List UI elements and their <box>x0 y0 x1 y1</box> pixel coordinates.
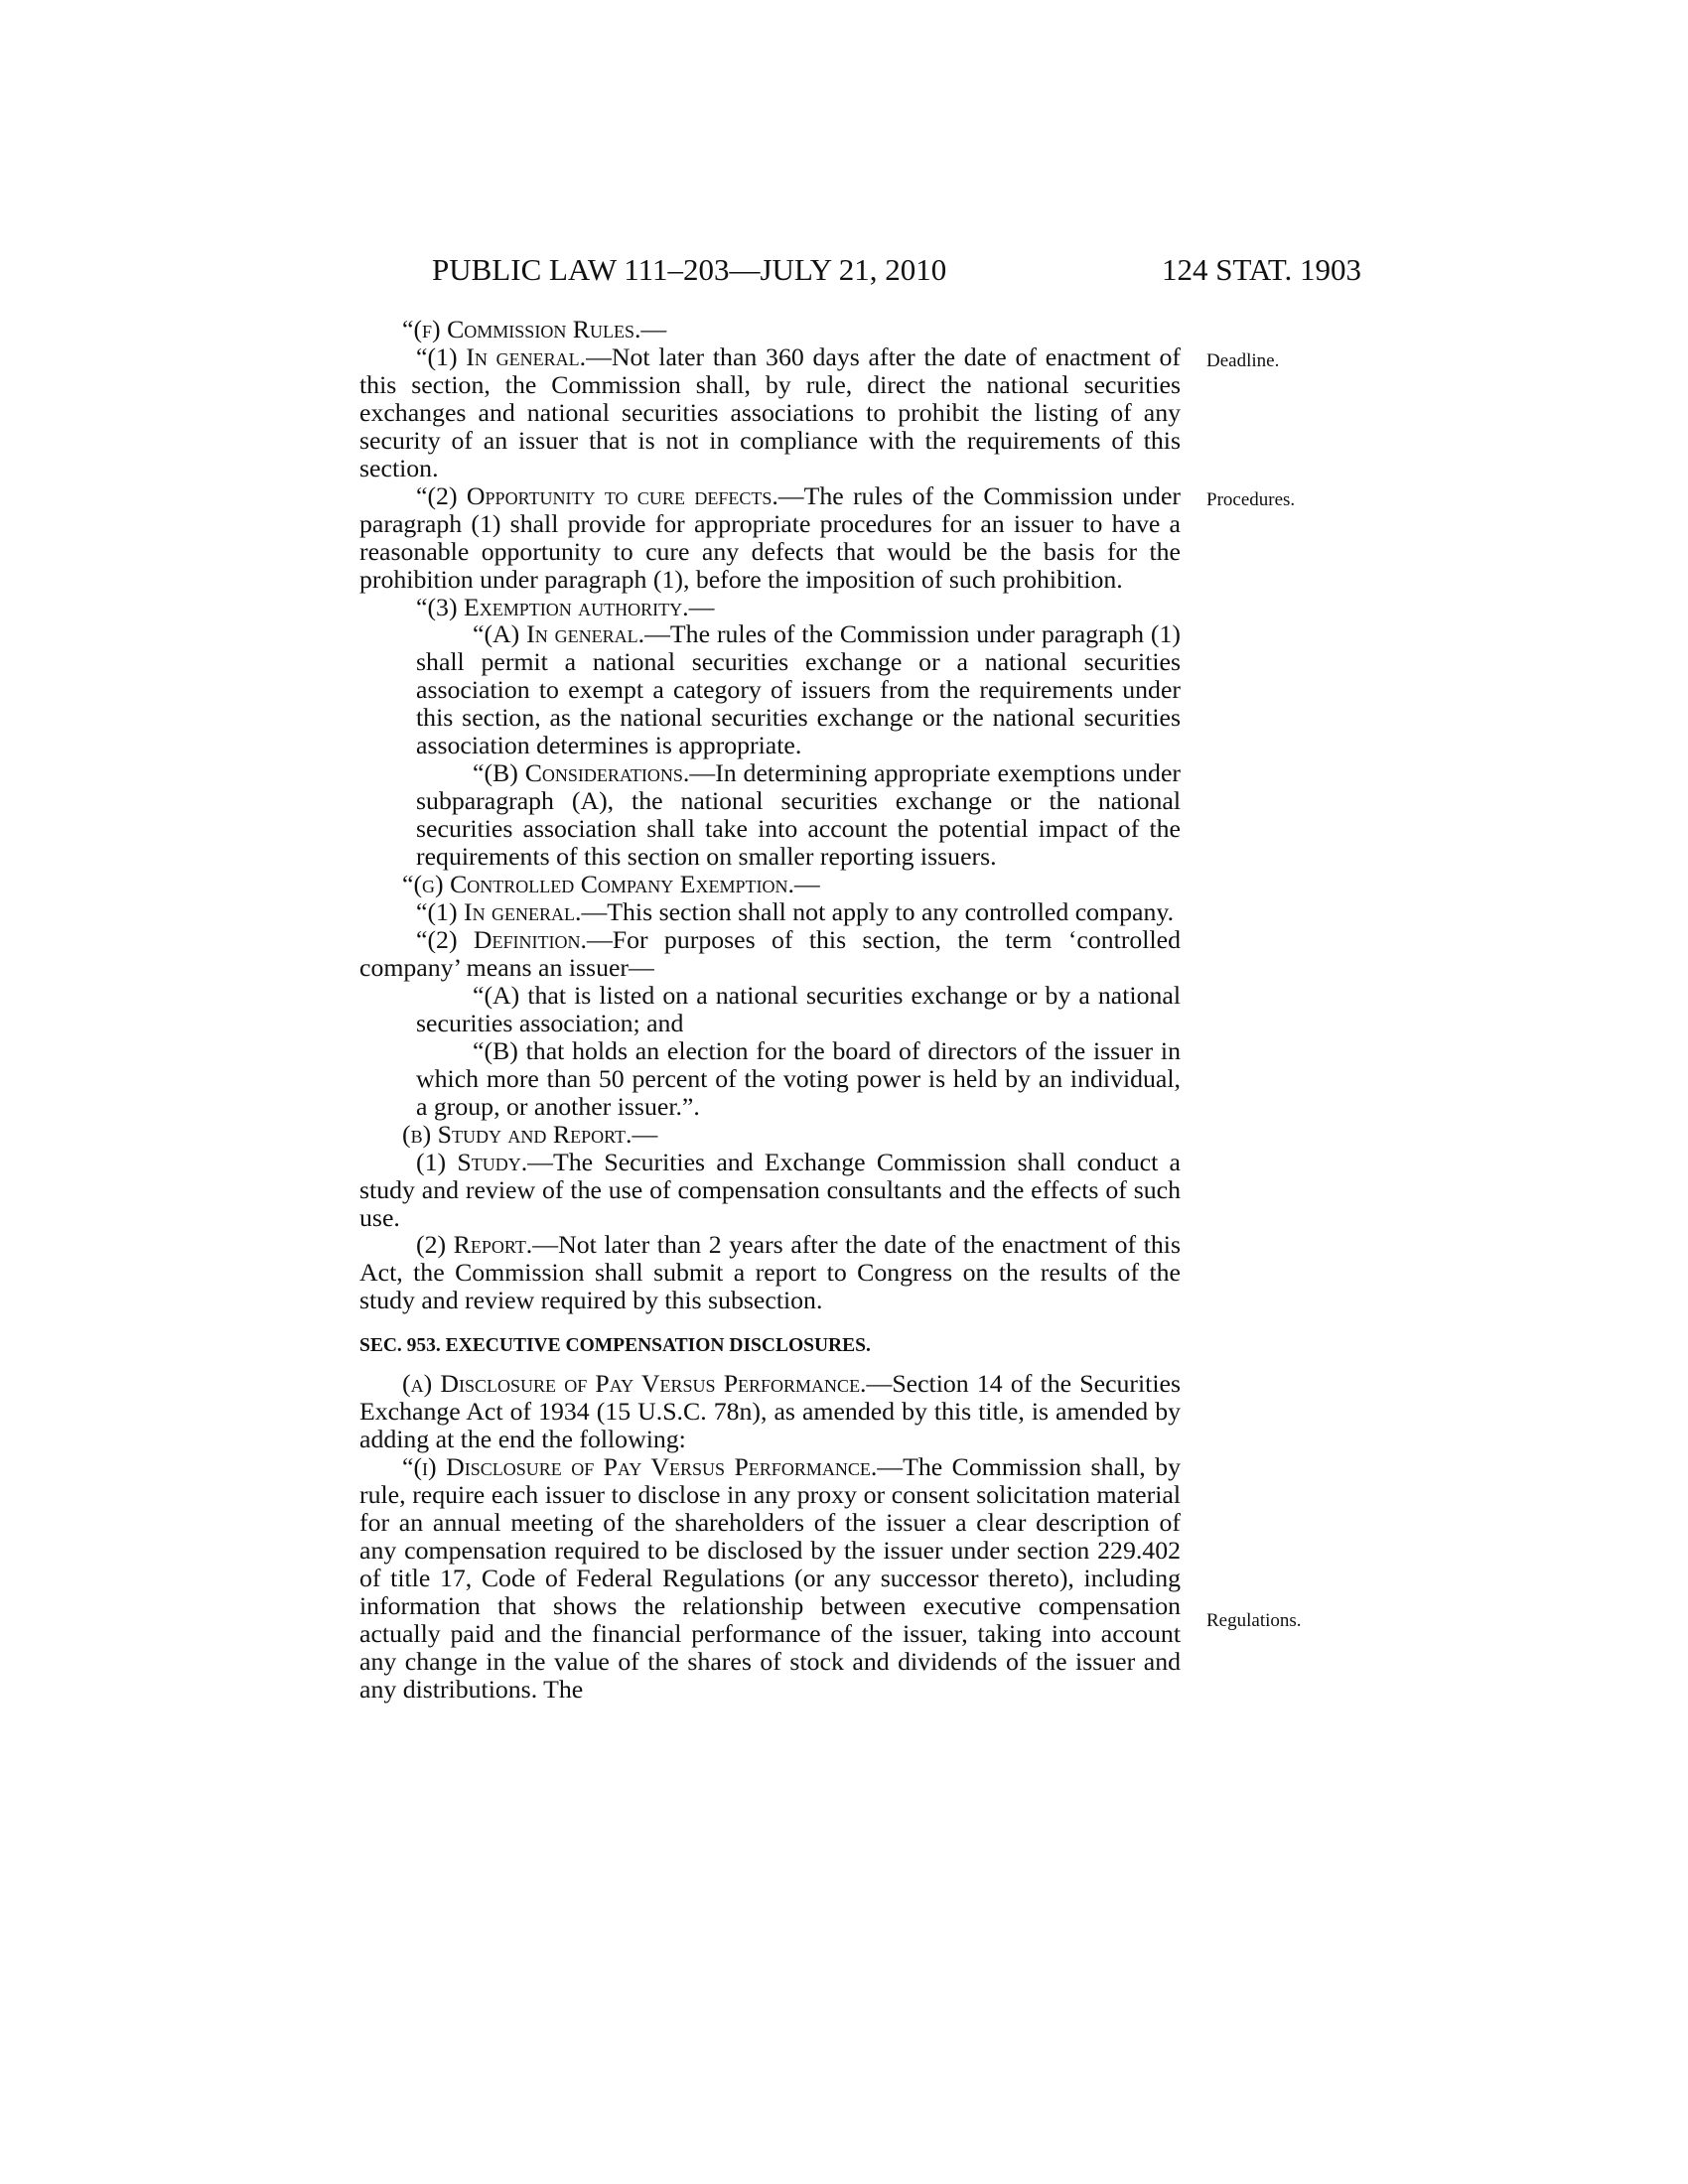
paragraph-f2-label: “(2) Opportunity to cure defects. <box>416 480 778 510</box>
subparagraph-f3a-label: “(A) In general. <box>473 619 645 649</box>
paragraph-b1-label: (1) Study. <box>416 1147 528 1176</box>
subparagraph-g2a: “(A) that is listed on a national securities exchange or by a national securities association; and <box>416 980 1181 1037</box>
subsection-f-heading: “(f) Commission Rules.— <box>402 315 667 343</box>
subparagraph-f3b-text: —In determining appropriate exemptions under subparagraph (A), the national securities exchange or the national securities association shall take into account the potential impact of the requirements of this section on smaller reporting issuers. <box>416 758 1181 872</box>
paragraph-g2-text: —For purposes of this section, the term ‘controlled company’ means an issuer— <box>359 924 1181 982</box>
paragraph-g1-label: “(1) In general. <box>416 897 582 927</box>
paragraph-f2 <box>359 482 1181 594</box>
section-953-a-text: —Section 14 of the Securities Exchange Act of 1934 (15 U.S.C. 78n), as amended by this title, is amended by adding at the end the following: <box>359 1369 1182 1454</box>
paragraph-f1-text: —Not later than 360 days after the date of enactment of this section, the Commission shall, by rule, direct the national securities exchanges and national securities associations to prohibit the listing of any security of an issuer that is not in compliance with the requirements of this section. <box>359 341 1181 482</box>
paragraph-b1-text: —The Securities and Exchange Commission shall conduct a study and review of the use of compensation consultants and the effects of such use. <box>359 1147 1181 1232</box>
law-title: PUBLIC LAW 111–203—JULY 21, 2010 <box>432 252 947 287</box>
subparagraph-f3a-text: —The rules of the Commission under paragraph (1) shall permit a national securities exchange or a national securities association to exempt a category of issuers from the requirements under this section, as the national securities exchange or the national securities association determines is appropriate. <box>416 619 1181 760</box>
section-953-i-text: —The Commission shall, by rule, require each issuer to disclose in any proxy or consent solicitation material for an annual meeting of the shareholders of the issuer a clear description of any compensation required to be disclosed by the issuer under section 229.402 of title 17, Code of Federal Regulations (or any successor thereto), including information that shows the relationship between executive compensation actually paid and the financial performance of the issuer, taking into account any change in the value of the shares of stock and dividends of the issuer and any distributions. The <box>359 1452 1181 1704</box>
margin-note-regulations: Regulations. <box>1206 1610 1302 1631</box>
paragraph-f3-heading: “(3) Exemption authority.— <box>416 592 715 621</box>
paragraph-g1-text: —This section shall not apply to any controlled company. <box>581 897 1175 927</box>
paragraph-f1 <box>359 343 1181 482</box>
paragraph-g2 <box>359 926 1181 982</box>
paragraph-b2 <box>359 1231 1181 1314</box>
subsection-b-heading: (b) Study and Report.— <box>402 1119 658 1149</box>
statute-page-ref: 124 STAT. 1903 <box>1161 252 1361 287</box>
subparagraph-f3a <box>359 620 1181 759</box>
paragraph-b2-text: —Not later than 2 years after the date of the enactment of this Act, the Commission shall submit a report to Congress on the results of the study and review required by this subsection. <box>359 1230 1181 1315</box>
section-953-i-label: “(i) Disclosure of Pay Versus Performance. <box>402 1452 878 1482</box>
subparagraph-f3b-label: “(B) Considerations. <box>473 758 690 788</box>
subparagraph-g2b: “(B) that holds an election for the board of directors of the issuer in which more than 50 percent of the voting power is held by an individual, a group, or another issuer.”. <box>416 1035 1181 1121</box>
subsection-g-heading: “(g) Controlled Company Exemption.— <box>402 870 820 899</box>
paragraph-f2-text: —The rules of the Commission under paragraph (1) shall provide for appropriate procedures for an issuer to have a reasonable opportunity to cure any defects that would be the basis for the prohibition under paragraph (1), before the imposition of such prohibition. <box>359 480 1181 594</box>
paragraph-b1 <box>359 1149 1181 1232</box>
paragraph-f1-label: “(1) In general. <box>416 341 587 371</box>
section-953-subsection-i <box>359 1453 1181 1704</box>
paragraph-b2-label: (2) Report. <box>416 1230 533 1260</box>
paragraph-g1 <box>359 898 1181 926</box>
margin-note-procedures: Procedures. <box>1206 489 1296 510</box>
statute-body <box>359 316 1181 1704</box>
margin-note-deadline: Deadline. <box>1206 350 1280 371</box>
subparagraph-f3b <box>359 759 1181 871</box>
section-953-a-label: (a) Disclosure of Pay Versus Performance. <box>402 1369 867 1399</box>
section-953-subsection-a <box>359 1370 1181 1453</box>
running-header <box>432 250 1361 290</box>
paragraph-g2-label: “(2) Definition. <box>416 924 587 954</box>
section-953-heading: SEC. 953. EXECUTIVE COMPENSATION DISCLOSURES. <box>359 1335 871 1357</box>
